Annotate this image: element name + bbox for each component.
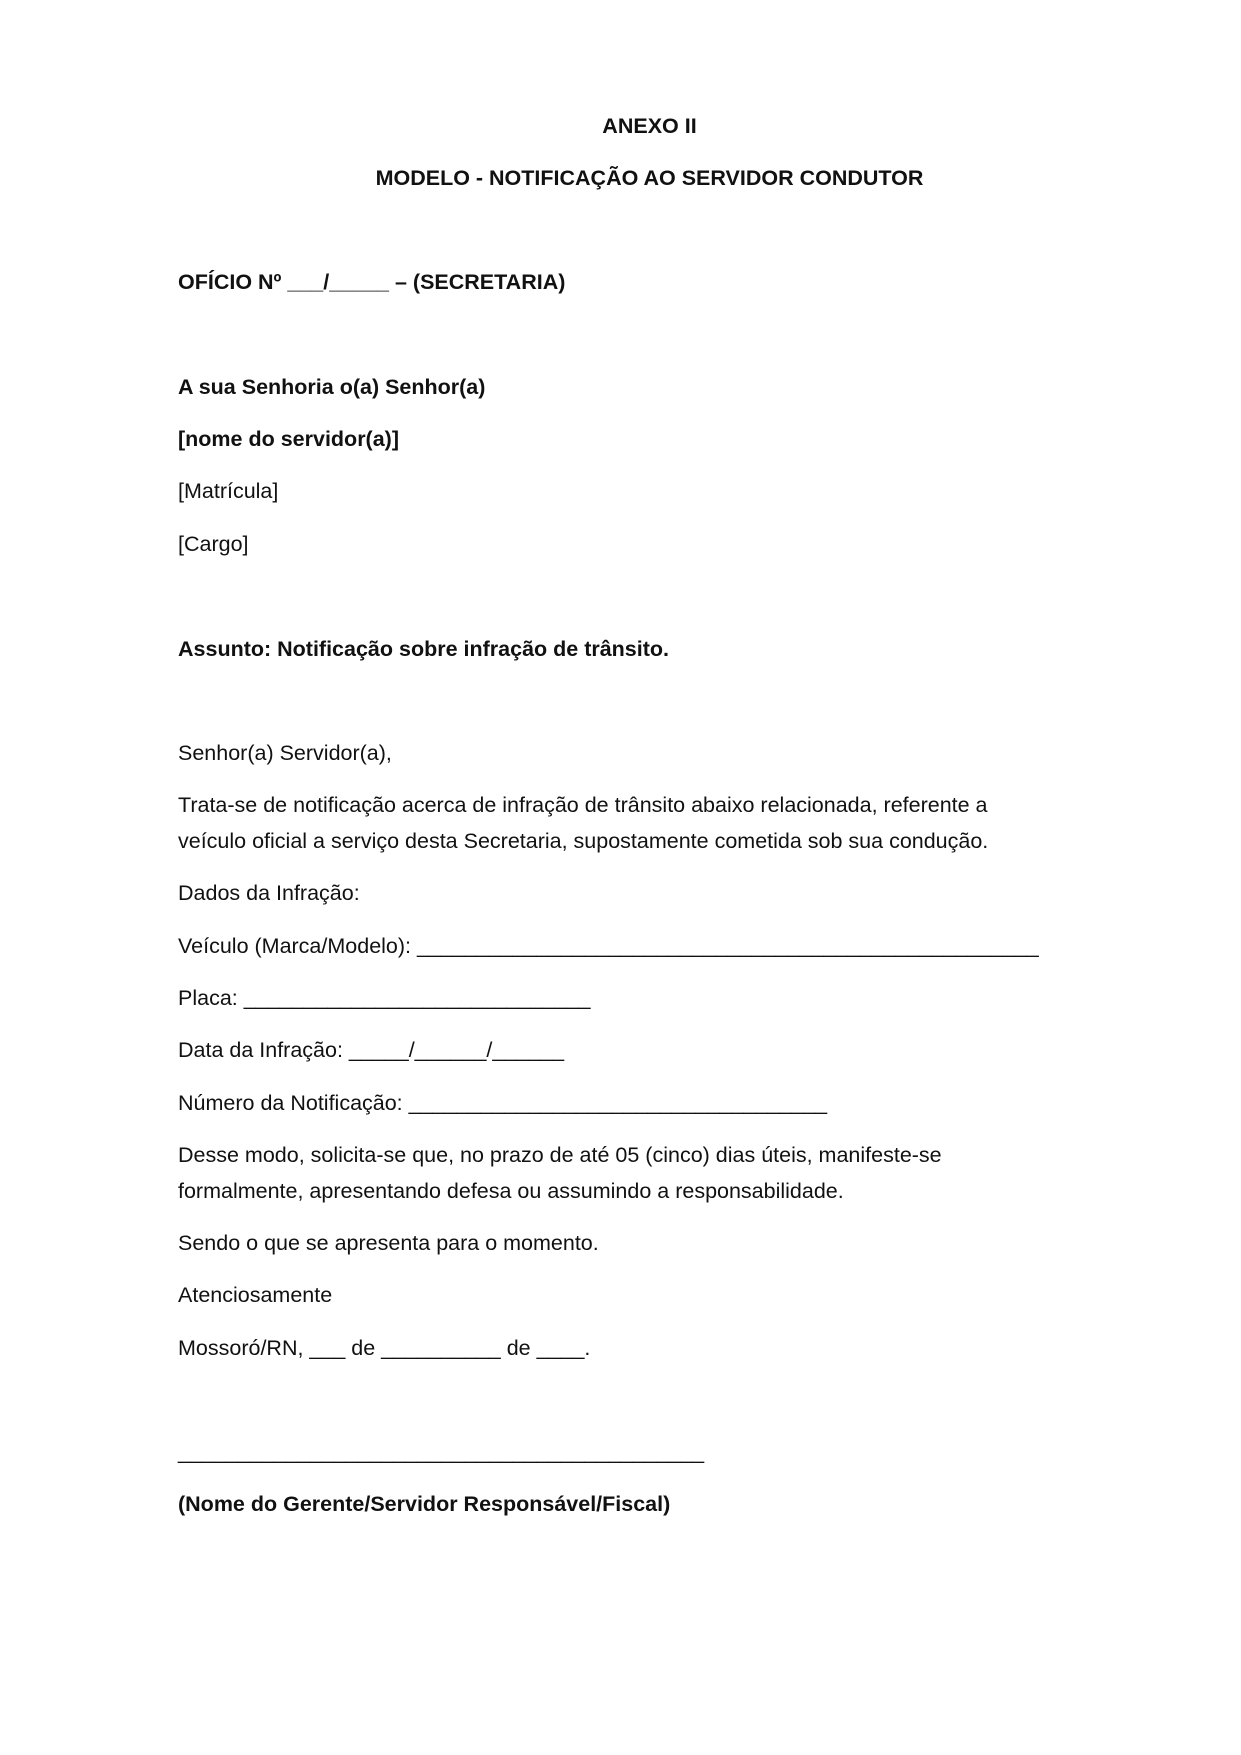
plate-field: Placa: _____________________________ — [178, 986, 591, 1010]
vehicle-field: Veículo (Marca/Modelo): ____________________________________________________ — [178, 934, 1039, 958]
annex-title: ANEXO II — [602, 114, 697, 138]
intro-line-1: Trata-se de notificação acerca de infração de trânsito abaixo relacionada, referente a — [178, 793, 988, 817]
notification-number-field: Número da Notificação: ___________________________________ — [178, 1091, 828, 1115]
request-line-1: Desse modo, solicita-se que, no prazo de até 05 (cinco) dias úteis, manifeste-se — [178, 1143, 942, 1167]
greeting: Senhor(a) Servidor(a), — [178, 741, 392, 765]
request-line-2: formalmente, apresentando defesa ou assumindo a responsabilidade. — [178, 1179, 844, 1203]
signature-name: (Nome do Gerente/Servidor Responsável/Fiscal) — [178, 1492, 671, 1516]
model-title: MODELO - NOTIFICAÇÃO AO SERVIDOR CONDUTOR — [375, 166, 924, 190]
infraction-data-heading: Dados da Infração: — [178, 881, 360, 905]
recipient-name: [nome do servidor(a)] — [178, 427, 399, 451]
place-date-field: Mossoró/RN, ___ de __________ de ____. — [178, 1336, 591, 1360]
infraction-date-field: Data da Infração: _____/______/______ — [178, 1038, 565, 1062]
intro-line-2: veículo oficial a serviço desta Secretaria, supostamente cometida sob sua condução. — [178, 829, 989, 853]
recipient-position: [Cargo] — [178, 532, 249, 556]
closing-statement: Sendo o que se apresenta para o momento. — [178, 1231, 599, 1255]
oficio-number: OFÍCIO Nº ___/_____ – (SECRETARIA) — [178, 270, 566, 294]
regards: Atenciosamente — [178, 1283, 333, 1307]
signature-line: ____________________________________________ — [178, 1440, 705, 1464]
subject-line: Assunto: Notificação sobre infração de trânsito. — [178, 637, 670, 661]
recipient-salutation: A sua Senhoria o(a) Senhor(a) — [178, 375, 486, 399]
recipient-registration: [Matrícula] — [178, 479, 279, 503]
